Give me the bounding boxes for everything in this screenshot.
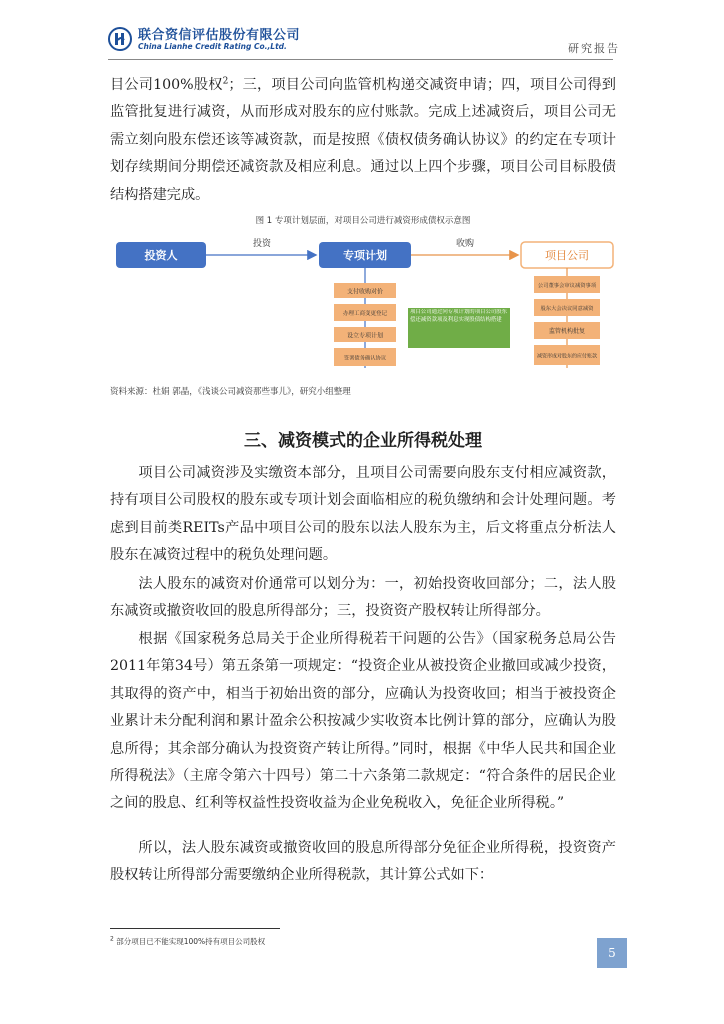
paragraph-2: 项目公司减资涉及实缴资本部分，且项目公司需要向股东支付相应减资款，持有项目公司股权的股东或专项计划会面临相应的税负缴纳和会计处理问题。考虑到目前类REITs产品中项目公司的股东以法人股东为主，后文将重点分析法人股东在减资过程中的税负处理问题。 <box>110 465 616 564</box>
plan-node-label: 专项计划 <box>343 249 387 262</box>
acquire-edge-label: 收购 <box>455 239 475 249</box>
footnote <box>110 936 265 947</box>
footnote-divider <box>110 928 280 929</box>
invest-edge-label: 投资 <box>252 239 272 249</box>
footnote-text: 部分项目已不能实现100%持有项目公司股权 <box>116 937 266 946</box>
equity-debt-diagram <box>110 228 616 376</box>
company-name-cn: 联合资信评估股份有限公司 <box>138 28 301 43</box>
company-logo-icon <box>108 27 132 51</box>
company-step-label: 减资形成对股东的应付账款 <box>536 353 598 360</box>
paragraph-1 <box>110 72 616 209</box>
figure-caption: 图 1 专项计划层面，对项目公司进行减资形成债权示意图 <box>255 216 471 226</box>
company-name-en: China Lianhe Credit Rating Co.,Ltd. <box>138 42 287 51</box>
investor-node-label: 投资人 <box>144 249 178 262</box>
page-number: 5 <box>597 938 627 968</box>
company-step-label: 公司董事会审议减资事项 <box>537 283 597 289</box>
plan-step-label: 办理工商变更登记 <box>342 311 388 317</box>
header-divider <box>108 59 613 60</box>
plan-step-label: 支付收购对价 <box>346 288 384 296</box>
paragraph-1-text-a: 目公司100%股权 <box>110 77 223 93</box>
company-step-label: 股东大会决议同意减资 <box>540 306 594 312</box>
plan-step-label: 签署债务确认协议 <box>343 355 387 362</box>
section-title: 三、减资模式的企业所得税处理 <box>244 431 482 451</box>
footnote-marker: 2 <box>110 935 114 943</box>
paragraph-5: 所以，法人股东减资或撤资收回的股息所得部分免征企业所得税，投资资产股权转让所得部分需要缴纳企业所得税款，其计算公式如下： <box>110 840 616 884</box>
figure-source: 资料来源：杜娟 郭晶，《浅谈公司减资那些事儿》，研究小组整理 <box>110 387 351 397</box>
company-step-label: 监管机构批复 <box>548 328 586 335</box>
page-header <box>0 0 724 70</box>
plan-step-label: 设立专项计划 <box>346 332 384 340</box>
paragraph-1-text-b: ；三，项目公司向监管机构递交减资申请；四，项目公司得到监管批复进行减资，从而形成对股东的应付账款。完成上述减资后，项目公司无需立刻向股东偿还该等减资款，而是按照《债权债务确认协议》的约定在专项计划存续期间分期偿还减资款及相应利息。通过以上四个步骤，项目公司目标股债结构搭建完成。 <box>110 77 616 203</box>
footnote-ref[interactable]: 2 <box>222 76 229 87</box>
report-type-label: 研究报告 <box>568 42 620 55</box>
company-node-label: 项目公司 <box>545 249 589 262</box>
paragraph-3: 法人股东的减资对价通常可以划分为：一，初始投资收回部分；二，法人股东减资或撤资收回的股息所得部分；三，投资资产股权转让所得部分。 <box>110 576 616 620</box>
paragraph-4: 根据《国家税务总局关于企业所得税若干问题的公告》（国家税务总局公告2011年第34号）第五条第一项规定：“投资企业从被投资企业撤回或减少投资，其取得的资产中，相当于初始出资的部分，应确认为投资收回；相当于被投资企业累计未分配利润和累计盈余公积按减少实收资本比例计算的部分，应确认为股息所得；其余部分确认为投资资产转让所得。”同时，根据《中华人民共和国企业所得税法》（主席令第六十四号）第二十六条第二款规定：“符合条件的居民企业之间的股息、红利等权益性投资收益为企业免税收入，免征企业所得税。” <box>110 631 616 812</box>
middle-note-text: 项目公司通过向专项计划的项目公司股东偿还减资款项及利息实现股债结构搭建 <box>410 309 508 323</box>
